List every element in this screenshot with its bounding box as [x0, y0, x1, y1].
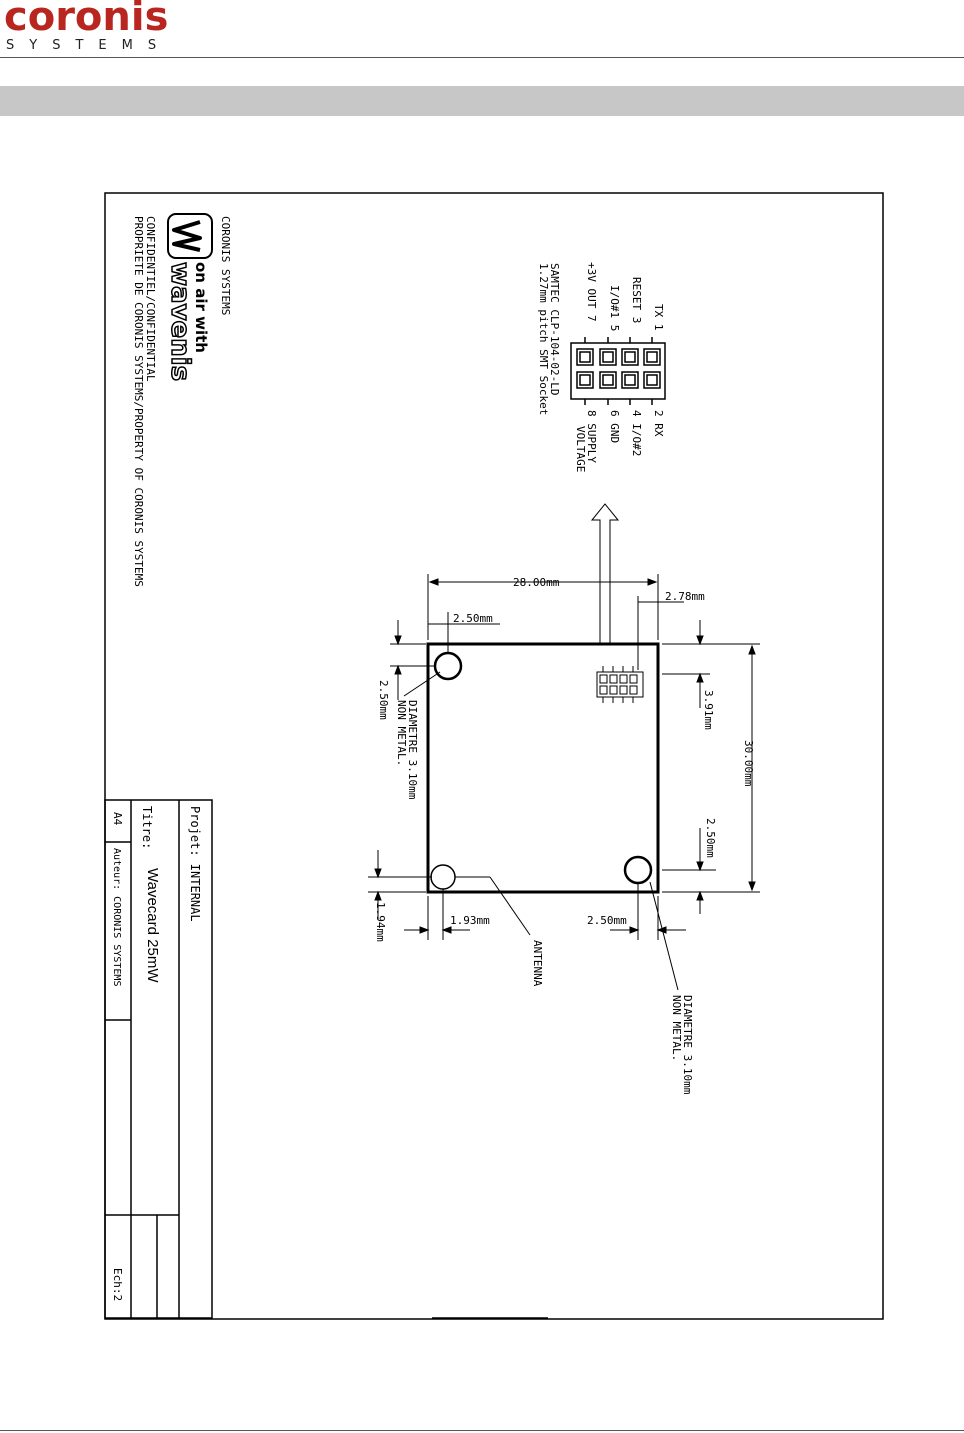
- pin-label-io1: I/O#1 5: [608, 285, 621, 332]
- board-connector: [597, 666, 643, 703]
- diameter-note-2-line-1: DIAMETRE 3.10mm: [681, 995, 694, 1095]
- dim-height: 30.00mm: [742, 740, 755, 787]
- connector-part-number: SAMTEC CLP-104-02-LD: [548, 263, 561, 396]
- mounting-hole-top: [435, 653, 461, 679]
- pin-label-rx: 2 RX: [652, 410, 665, 437]
- diameter-note-1-line-2: NON METAL.: [395, 700, 408, 767]
- diameter-note-1-line-1: DIAMETRE 3.10mm: [406, 700, 419, 800]
- connector-detail: [571, 337, 665, 405]
- dim-hole-bottom-horizontal: 2.50mm: [587, 914, 627, 927]
- pin-label-io2: 4 I/O#2: [630, 410, 643, 457]
- detail-arrow-icon: [592, 504, 618, 645]
- title-label: Titre:: [140, 806, 154, 850]
- brand-logo-subtitle: SYSTEMS: [6, 38, 172, 53]
- connector-part-description: 1.27mm pitch SMT Socket: [537, 263, 550, 416]
- slogan-top: on air with: [192, 262, 210, 353]
- drawing-title: Wavecard 25mW: [144, 868, 161, 983]
- dim-width: 28.00mm: [513, 576, 560, 589]
- antenna-point: [431, 865, 455, 889]
- project-label: Projet: INTERNAL: [188, 806, 202, 922]
- pin-label-tx: TX 1: [652, 304, 665, 331]
- dim-antenna-vertical: 1.94mm: [374, 902, 387, 942]
- slogan-word: wavenis: [165, 262, 195, 382]
- dim-conn-offset: 2.78mm: [665, 590, 705, 603]
- confidential-line-1: CONFIDENTIEL/CONFIDENTIAL: [144, 216, 157, 382]
- dim-conn-spacing: 3.91mm: [702, 690, 715, 730]
- wavenis-logo-icon: [168, 214, 212, 258]
- antenna-label: ANTENNA: [531, 940, 544, 987]
- dim-antenna-horizontal: 1.93mm: [450, 914, 490, 927]
- board-outline: [428, 644, 658, 892]
- dim-hole-top: 2.50mm: [453, 612, 493, 625]
- sheet-format: A4: [111, 812, 124, 826]
- mounting-hole-bottom-right: [625, 857, 651, 883]
- pin-label-gnd: 6 GND: [608, 410, 621, 444]
- diameter-note-2-line-2: NON METAL.: [670, 995, 683, 1062]
- author-label: Auteur: CORONIS SYSTEMS: [111, 848, 122, 987]
- drawing-frame: [105, 193, 883, 1319]
- pin-label-3v: +3V OUT 7: [585, 262, 598, 322]
- pin-label-voltage: VOLTAGE: [574, 426, 587, 473]
- dim-hole-left: 2.50mm: [377, 680, 390, 720]
- pin-label-reset: RESET 3: [630, 277, 643, 324]
- company-name: CORONIS SYSTEMS: [219, 216, 232, 316]
- dim-hole-bottom-vertical: 2.50mm: [704, 818, 717, 858]
- confidential-line-2: PROPRIETE DE CORONIS SYSTEMS/PROPERTY OF CORONIS SYSTEMS: [132, 216, 145, 587]
- scale-label: Ech:2: [111, 1268, 124, 1302]
- brand-logo: coronis: [4, 0, 169, 40]
- pin-label-supply: 8 SUPPLY: [585, 410, 598, 463]
